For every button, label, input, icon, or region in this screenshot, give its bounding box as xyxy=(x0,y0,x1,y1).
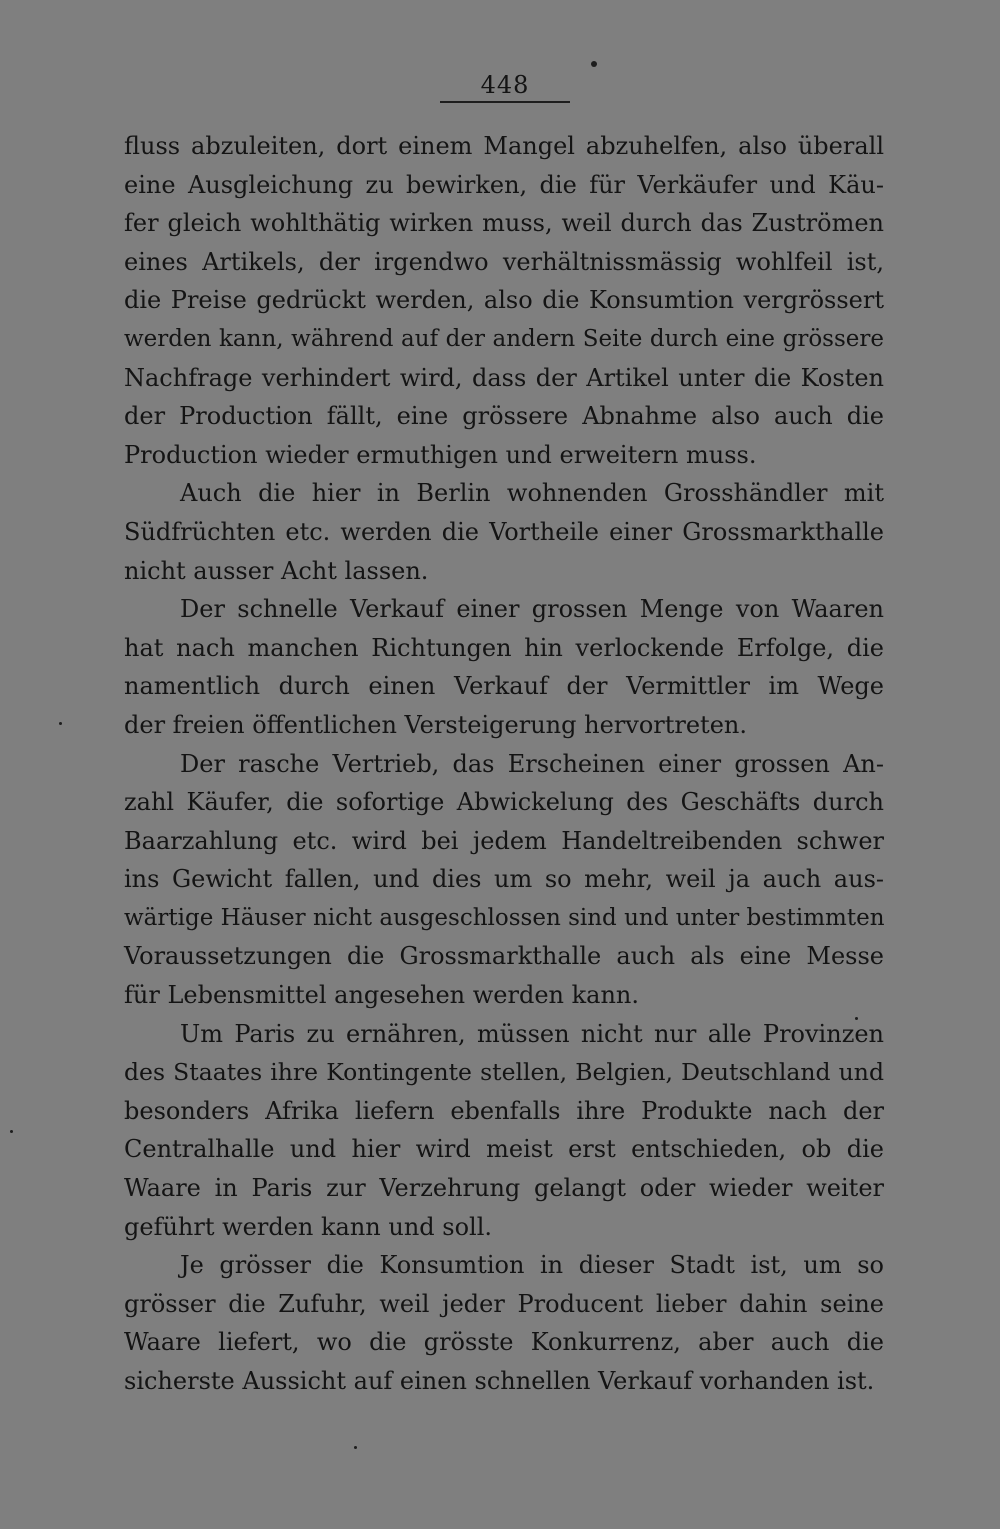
paragraph xyxy=(124,590,884,744)
text-line: Der schnelle Verkauf einer grossen Menge von Waaren xyxy=(180,595,884,624)
print-speck xyxy=(59,722,62,725)
text-line: des Staates ihre Kontingente stellen, Belgien, Deutschland und xyxy=(124,1058,884,1087)
print-speck xyxy=(354,1446,357,1449)
text-line: Waare in Paris zur Verzehrung gelangt oder wieder weiter xyxy=(124,1174,884,1203)
text-line: ins Gewicht fallen, und dies um so mehr, weil ja auch aus- xyxy=(124,865,884,894)
text-line: Nachfrage verhindert wird, dass der Artikel unter die Kosten xyxy=(124,363,884,392)
text-line: Der rasche Vertrieb, das Erscheinen einer grossen An- xyxy=(180,749,884,778)
text-line: namentlich durch einen Verkauf der Vermittler im Wege xyxy=(124,672,884,701)
text-line: die Preise gedrückt werden, also die Konsumtion vergrössert xyxy=(124,286,884,315)
print-speck xyxy=(10,1130,13,1133)
text-line: grösser die Zufuhr, weil jeder Producent lieber dahin seine xyxy=(124,1289,884,1318)
text-line: sicherste Aussicht auf einen schnellen Verkauf vorhanden ist. xyxy=(124,1367,875,1395)
body-text xyxy=(124,127,884,1401)
print-speck xyxy=(591,61,597,67)
text-line: besonders Afrika liefern ebenfalls ihre Produkte nach der xyxy=(124,1096,884,1125)
text-line: wärtige Häuser nicht ausgeschlossen sind und unter bestimmten xyxy=(124,904,885,931)
text-line: nicht ausser Acht lassen. xyxy=(124,556,429,585)
text-line: Centralhalle und hier wird meist erst entschieden, ob die xyxy=(124,1135,884,1164)
text-line: Waare liefert, wo die grösste Konkurrenz, aber auch die xyxy=(124,1328,884,1357)
text-line: geführt werden kann und soll. xyxy=(124,1212,493,1241)
paragraph xyxy=(124,1015,884,1247)
text-line: eine Ausgleichung zu bewirken, die für Verkäufer und Käu- xyxy=(124,170,884,199)
paragraph xyxy=(124,1246,884,1400)
text-line: hat nach manchen Richtungen hin verlockende Erfolge, die xyxy=(124,633,884,662)
paragraph xyxy=(124,745,884,1015)
text-line: eines Artikels, der irgendwo verhältnissmässig wohlfeil ist, xyxy=(124,247,884,276)
text-line: Voraussetzungen die Grossmarkthalle auch als eine Messe xyxy=(124,942,884,971)
text-line: Baarzahlung etc. wird bei jedem Handeltreibenden schwer xyxy=(124,826,884,855)
text-line: Um Paris zu ernähren, müssen nicht nur alle Provinzen xyxy=(180,1019,884,1048)
text-line: Südfrüchten etc. werden die Vortheile einer Grossmarkthalle xyxy=(124,517,884,546)
text-line: werden kann, während auf der andern Seite durch eine grössere xyxy=(124,325,884,352)
text-line: für Lebensmittel angesehen werden kann. xyxy=(124,981,640,1010)
text-line: Je grösser die Konsumtion in dieser Stadt ist, um so xyxy=(180,1251,884,1280)
text-line: fluss abzuleiten, dort einem Mangel abzuhelfen, also überall xyxy=(124,132,884,160)
text-line: der Production fällt, eine grössere Abnahme also auch die xyxy=(124,402,884,431)
text-line: zahl Käufer, die sofortige Abwickelung des Geschäfts durch xyxy=(124,788,884,817)
text-line: Production wieder ermuthigen und erweitern muss. xyxy=(124,440,757,469)
paragraph xyxy=(124,127,884,474)
header-rule xyxy=(440,101,570,103)
text-line: Auch die hier in Berlin wohnenden Grosshändler mit xyxy=(180,479,884,508)
text-line: der freien öffentlichen Versteigerung hervortreten. xyxy=(124,710,747,739)
paragraph xyxy=(124,474,884,590)
text-line: fer gleich wohlthätig wirken muss, weil durch das Zuströmen xyxy=(124,209,884,238)
page-number: 448 xyxy=(480,71,530,99)
